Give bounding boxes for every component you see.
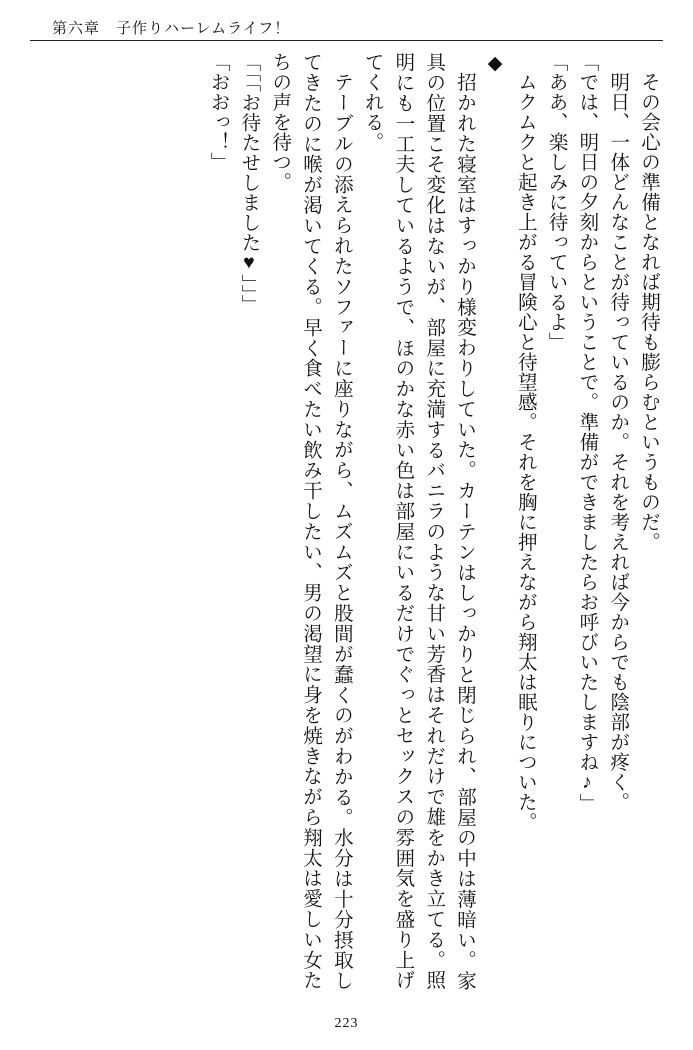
paragraph: 招かれた寝室はすっかり様変わりしていた。カーテンはしっかりと閉じられ、部屋の中は薄暗い。家具の位置こそ変化はないが、部屋に充満するバニラのような甘い芳香はそれだけで雄をかき立てる。照明にも一工夫しているようで、ほのかな赤い色は部屋にいるだけでぐっとセックスの雰囲気を盛り上げてくれる。 bbox=[361, 52, 475, 991]
paragraph-dialogue: 「ああ、楽しみに待っているよ」 bbox=[545, 52, 567, 352]
paragraph: その会心の準備となれば期待も膨らむというものだ。 bbox=[638, 71, 659, 552]
paragraph: テーブルの添えられたソファーに座りながら、ムズムズと股間が蠢くのがわかる。水分は十分摂取してきたのに喉が渇いてくる。早く食べたい飲み干したい、男の渇望に身を焼きながら翔太は愛しい女たちの声を待つ。 bbox=[269, 52, 352, 991]
chapter-title: 子作りハーレムライフ！ bbox=[116, 20, 291, 37]
header-divider bbox=[30, 40, 663, 41]
running-head bbox=[52, 14, 641, 40]
page-body-text bbox=[30, 52, 663, 990]
paragraph: ムクムクと起き上がる冒険心と待望感。それを胸に押えながら翔太は眠りについた。 bbox=[514, 71, 536, 832]
paragraph-dialogue: 「おおっ！」 bbox=[207, 52, 229, 172]
page-number: 223 bbox=[334, 1016, 359, 1031]
paragraph: 明日、一体どんなことが待っているのか。それを考えれば今からでも陰部が疼く。 bbox=[607, 71, 629, 812]
paragraph-dialogue: 「「「お待たせしました♥」」」 bbox=[238, 52, 260, 315]
paragraph-dialogue: 「では、明日の夕刻からということで。準備ができましたらお呼びいたしますね♪」 bbox=[576, 52, 598, 814]
chapter-number: 第六章 bbox=[52, 20, 101, 37]
diamond-icon: ◆ bbox=[484, 52, 506, 75]
scene-break bbox=[479, 52, 509, 990]
